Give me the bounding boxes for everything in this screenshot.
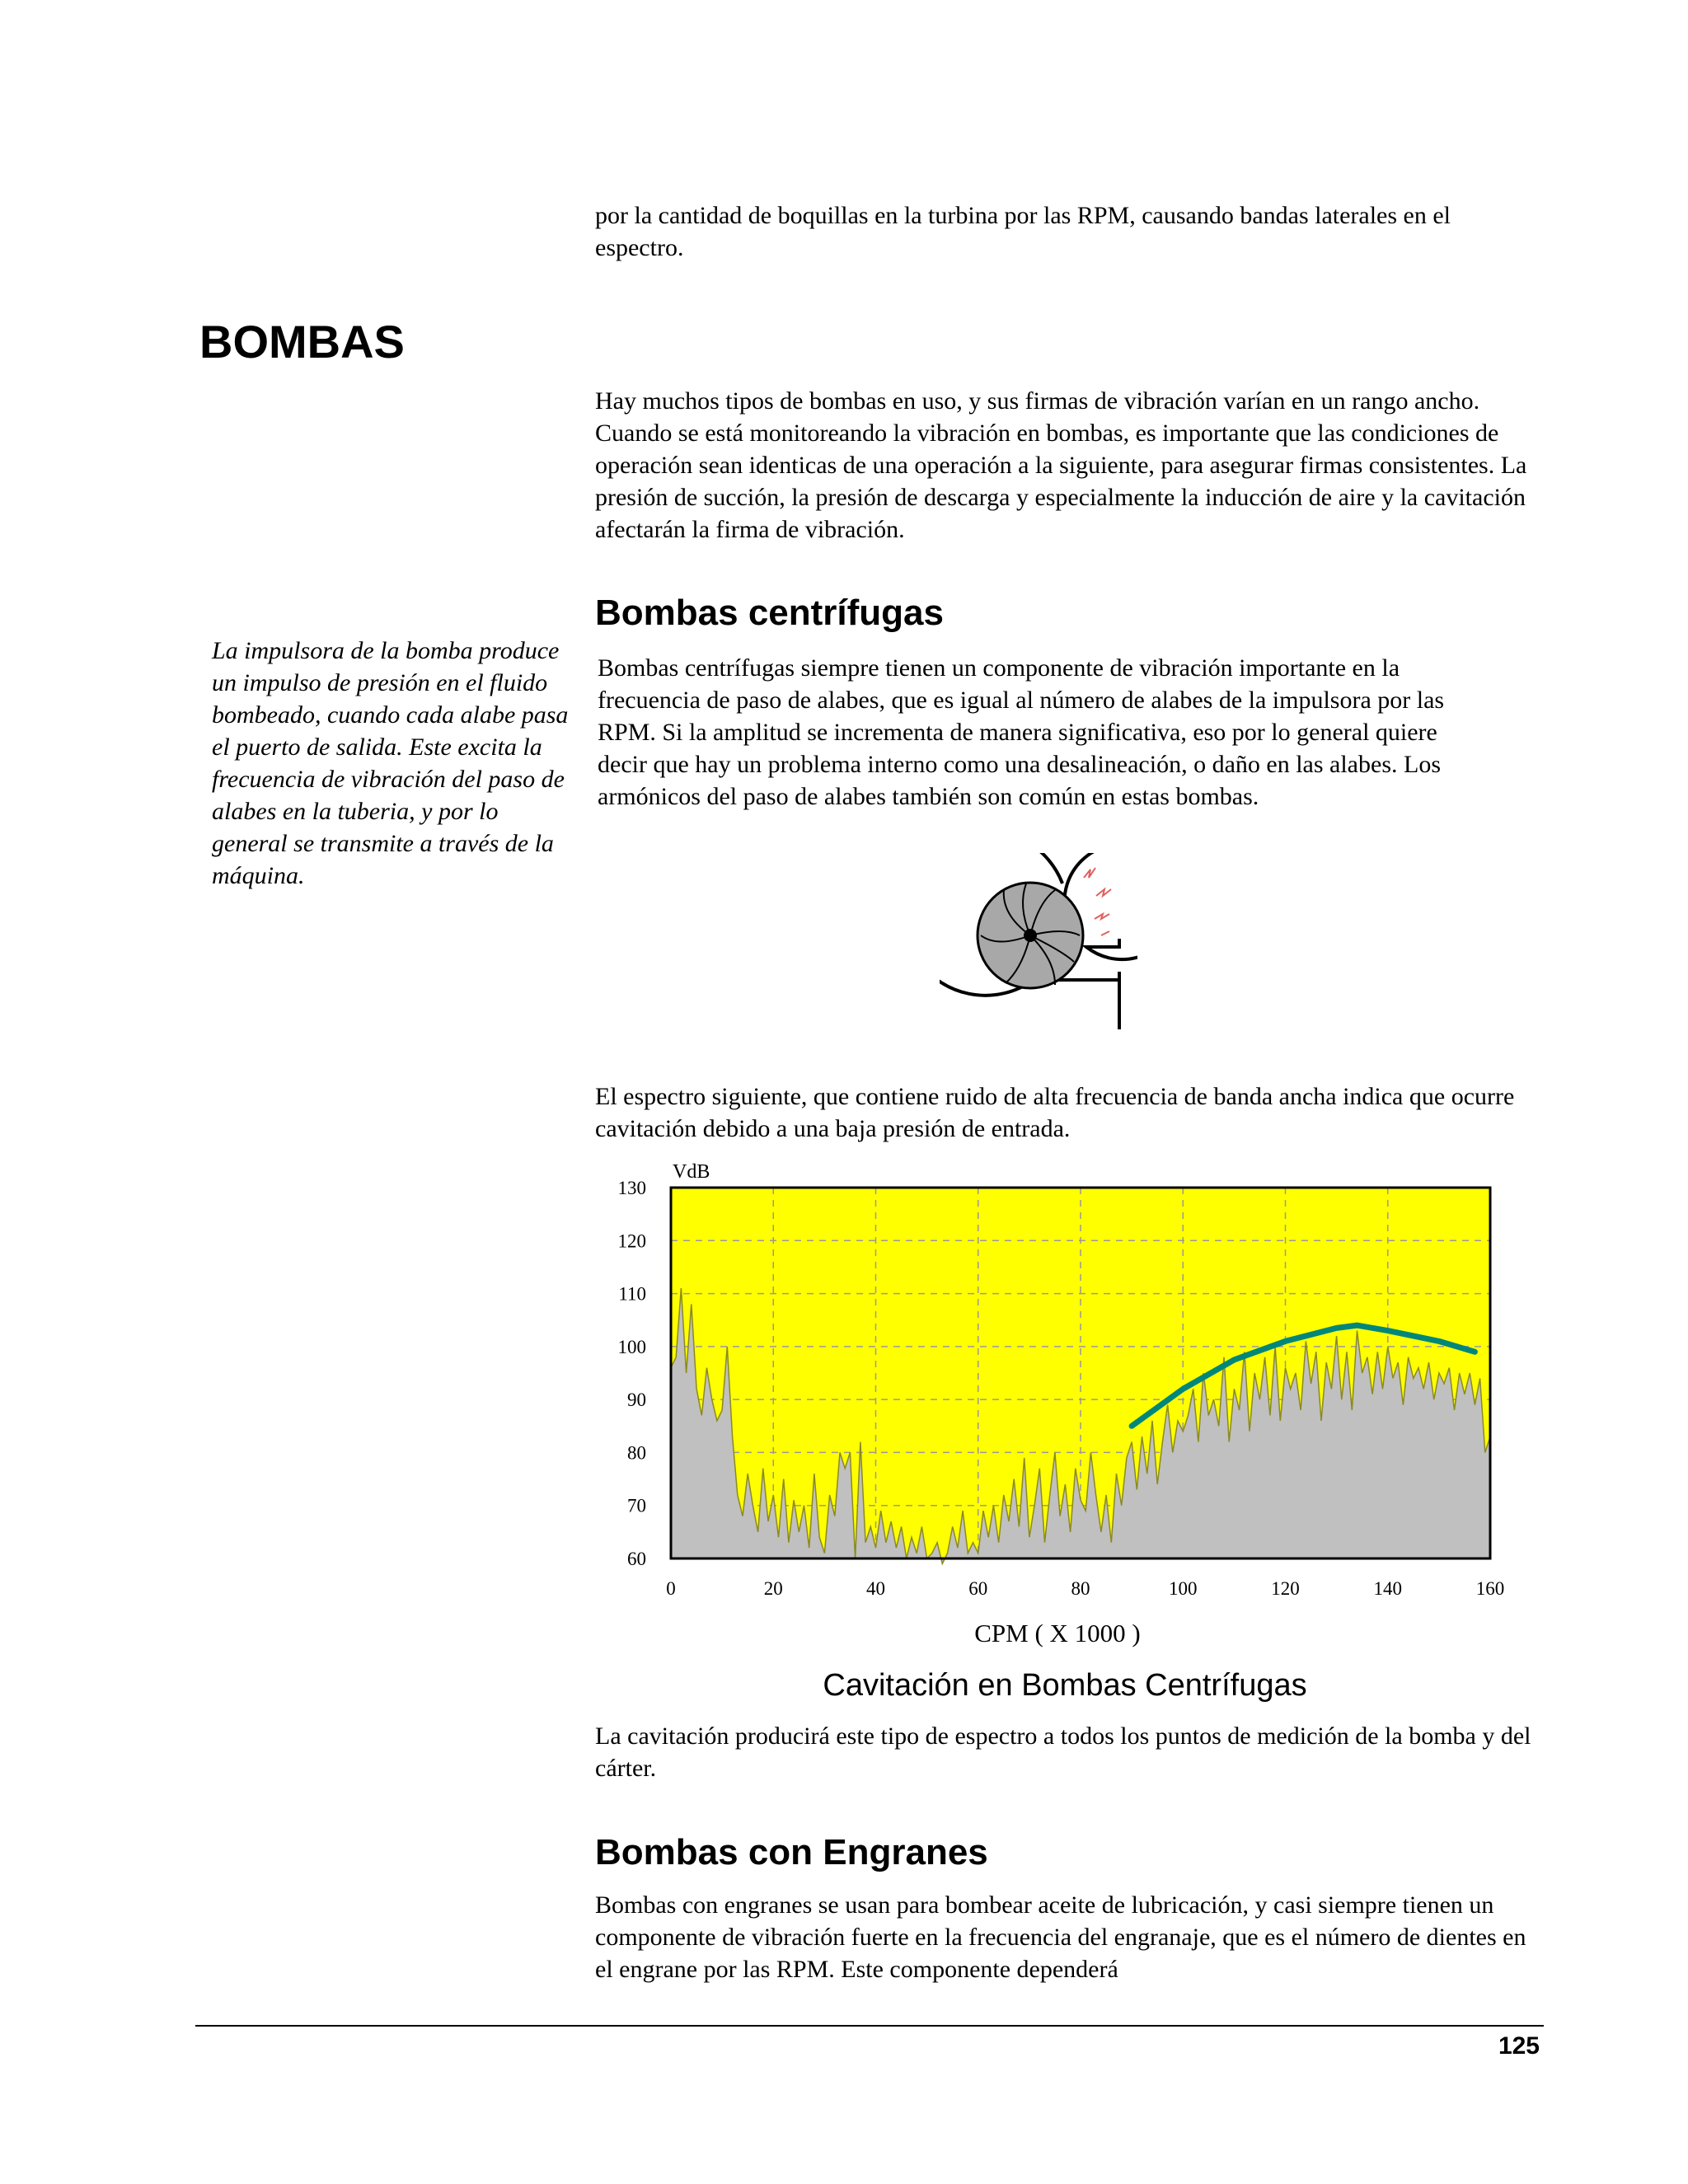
x-axis-label: CPM ( X 1000 )	[974, 1619, 1141, 1647]
y-tick-label: 110	[618, 1283, 646, 1305]
pump-illustration	[940, 853, 1137, 1034]
y-tick-label: 60	[627, 1549, 646, 1569]
section-paragraph: Hay muchos tipos de bombas en uso, y sus firmas de vibración varían en un rango ancho. Cuando se está monitoreando la vibración en bombas, es importante que las condiciones de operación sean identicas de una operación a la siguiente, para asegurar firmas consistentes. La presión de succión, la presión de descarga y especialmente la inducción de aire y la cavitación afectarán la firma de vibración.	[595, 387, 1527, 543]
y-tick-label: 70	[627, 1495, 646, 1516]
y-tick-label: 130	[617, 1178, 646, 1198]
gear-paragraph: Bombas con engranes se usan para bombear aceite de lubricación, y casi siempre tienen un componente de vibración fuerte en la frecuencia del engranaje, que es el número de dientes en el engrane por las RPM. Este componente dependerá	[595, 1891, 1526, 1983]
centrifugal-paragraph: Bombas centrífugas siempre tienen un componente de vibración importante en la frecuencia de paso de alabes, que es igual al número de alabes de la impulsora por las RPM. Si la amplitud se incrementa de manera significativa, eso por lo general quiere decir que hay un problema interno como una desalineación, o daño en las alabes. Los armónicos del paso de alabes también son común en estas bombas.	[598, 654, 1445, 810]
sidebar-note: La impulsora de la bomba produce un impulso de presión en el fluido bombeado, cuando cada alabe pasa el puerto de salida. Este excita la frecuencia de vibración del paso de alabes en la tuberia, y por lo general se transmite a través de la máquina.	[212, 637, 569, 889]
x-tick-label: 60	[968, 1578, 988, 1599]
spectrum-chart	[602, 1158, 1525, 1652]
x-tick-label: 160	[1475, 1578, 1505, 1599]
y-tick-label: 120	[617, 1230, 646, 1252]
y-tick-label: 100	[617, 1336, 646, 1357]
x-tick-label: 120	[1271, 1578, 1300, 1599]
page-number: 125	[1498, 2032, 1540, 2060]
x-tick-label: 0	[666, 1578, 676, 1599]
spectrum-intro: El espectro siguiente, que contiene ruido de alta frecuencia de banda ancha indica que ocurre cavitación debido a una baja presión de entrada.	[595, 1083, 1515, 1142]
y-tick-label: 80	[627, 1442, 646, 1464]
vibration-marks	[1084, 868, 1111, 935]
section-title: BOMBAS	[199, 316, 405, 368]
x-tick-label: 80	[1071, 1578, 1090, 1599]
intro-paragraph: por la cantidad de boquillas en la turbina por las RPM, causando bandas laterales en el espectro.	[595, 202, 1451, 261]
after-chart-paragraph: La cavitación producirá este tipo de espectro a todos los puntos de medición de la bomba y del cárter.	[595, 1722, 1531, 1782]
x-tick-label: 100	[1169, 1578, 1198, 1599]
x-tick-label: 20	[763, 1578, 783, 1599]
footer-rule	[195, 2025, 1544, 2027]
subsection-title-centrifugal: Bombas centrífugas	[595, 593, 944, 633]
y-tick-label: 90	[627, 1390, 646, 1411]
impeller-hub	[1024, 929, 1037, 942]
x-tick-label: 140	[1373, 1578, 1402, 1599]
chart-caption: Cavitación en Bombas Centrífugas	[823, 1668, 1307, 1703]
x-tick-label: 40	[866, 1578, 885, 1599]
y-axis-label: VdB	[673, 1161, 710, 1183]
subsection-title-gear: Bombas con Engranes	[595, 1832, 988, 1872]
